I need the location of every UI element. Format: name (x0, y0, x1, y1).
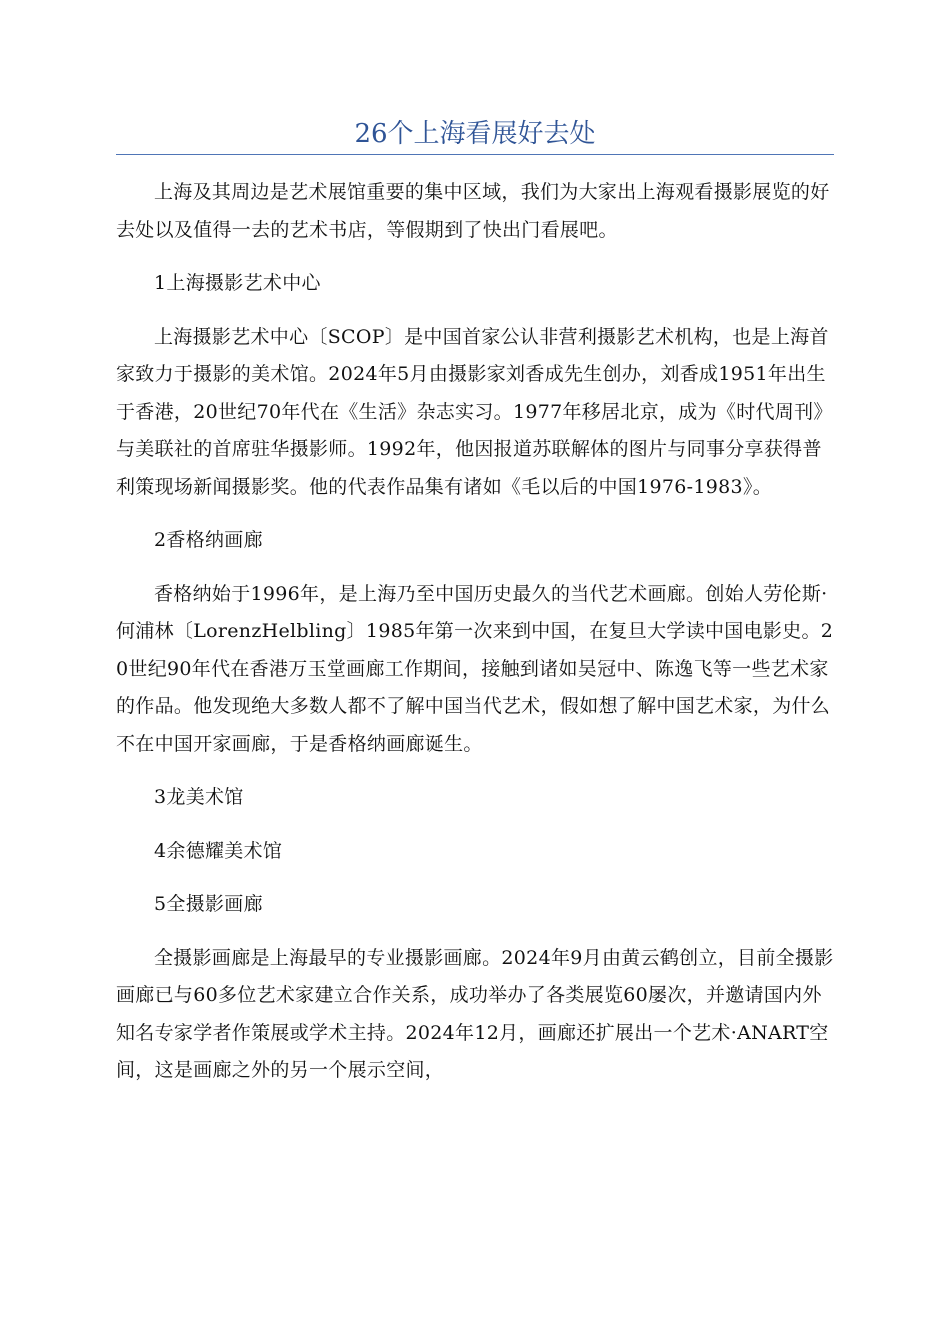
section-heading-2: 2香格纳画廊 (154, 529, 263, 551)
section-paragraph-2: 香格纳始于1996年，是上海乃至中国历史最久的当代艺术画廊。创始人劳伦斯·何浦林〔LorenzHelbling〕1985年第一次来到中国，在复旦大学读中国电影史。20世纪90年代在香港万玉堂画廊工作期间，接触到诸如吴冠中、陈逸飞等一些艺术家的作品。他发现绝大多数人都不了解中国当代艺术，假如想了解中国艺术家，为什么不在中国开家画廊，于是香格纳画廊诞生。 (116, 582, 834, 755)
title-underline (116, 154, 834, 155)
section-heading-4: 4余德耀美术馆 (154, 839, 283, 862)
section-paragraph-1: 上海摄影艺术中心〔SCOP〕是中国首家公认非营利摄影艺术机构，也是上海首家致力于摄影的美术馆。2024年5月由摄影家刘香成先生创办，刘香成1951年出生于香港，20世纪70年代在《生活》杂志实习。1977年移居北京，成为《时代周刊》与美联社的首席驻华摄影师。1992年，他因报道苏联解体的图片与同事分享获得普利策现场新闻摄影奖。他的代表作品集有诸如《毛以后的中国1976-1983》。 (116, 325, 833, 498)
document-body (116, 174, 834, 1106)
section-heading-1: 1上海摄影艺术中心 (154, 272, 321, 294)
section-heading-3: 3龙美术馆 (154, 786, 244, 808)
section-heading-5: 5全摄影画廊 (154, 893, 263, 915)
intro-paragraph: 上海及其周边是艺术展馆重要的集中区域，我们为大家出上海观看摄影展览的好去处以及值得一去的艺术书店，等假期到了快出门看展吧。 (116, 181, 830, 241)
document-title: 26个上海看展好去处 (354, 119, 596, 149)
section-paragraph-5: 全摄影画廊是上海最早的专业摄影画廊。2024年9月由黄云鹤创立，目前全摄影画廊已与60多位艺术家建立合作关系，成功举办了各类展览60屡次，并邀请国内外知名专家学者作策展或学术主持。2024年12月，画廊还扩展出一个艺术·ANART空间，这是画廊之外的另一个展示空间， (116, 946, 834, 1081)
